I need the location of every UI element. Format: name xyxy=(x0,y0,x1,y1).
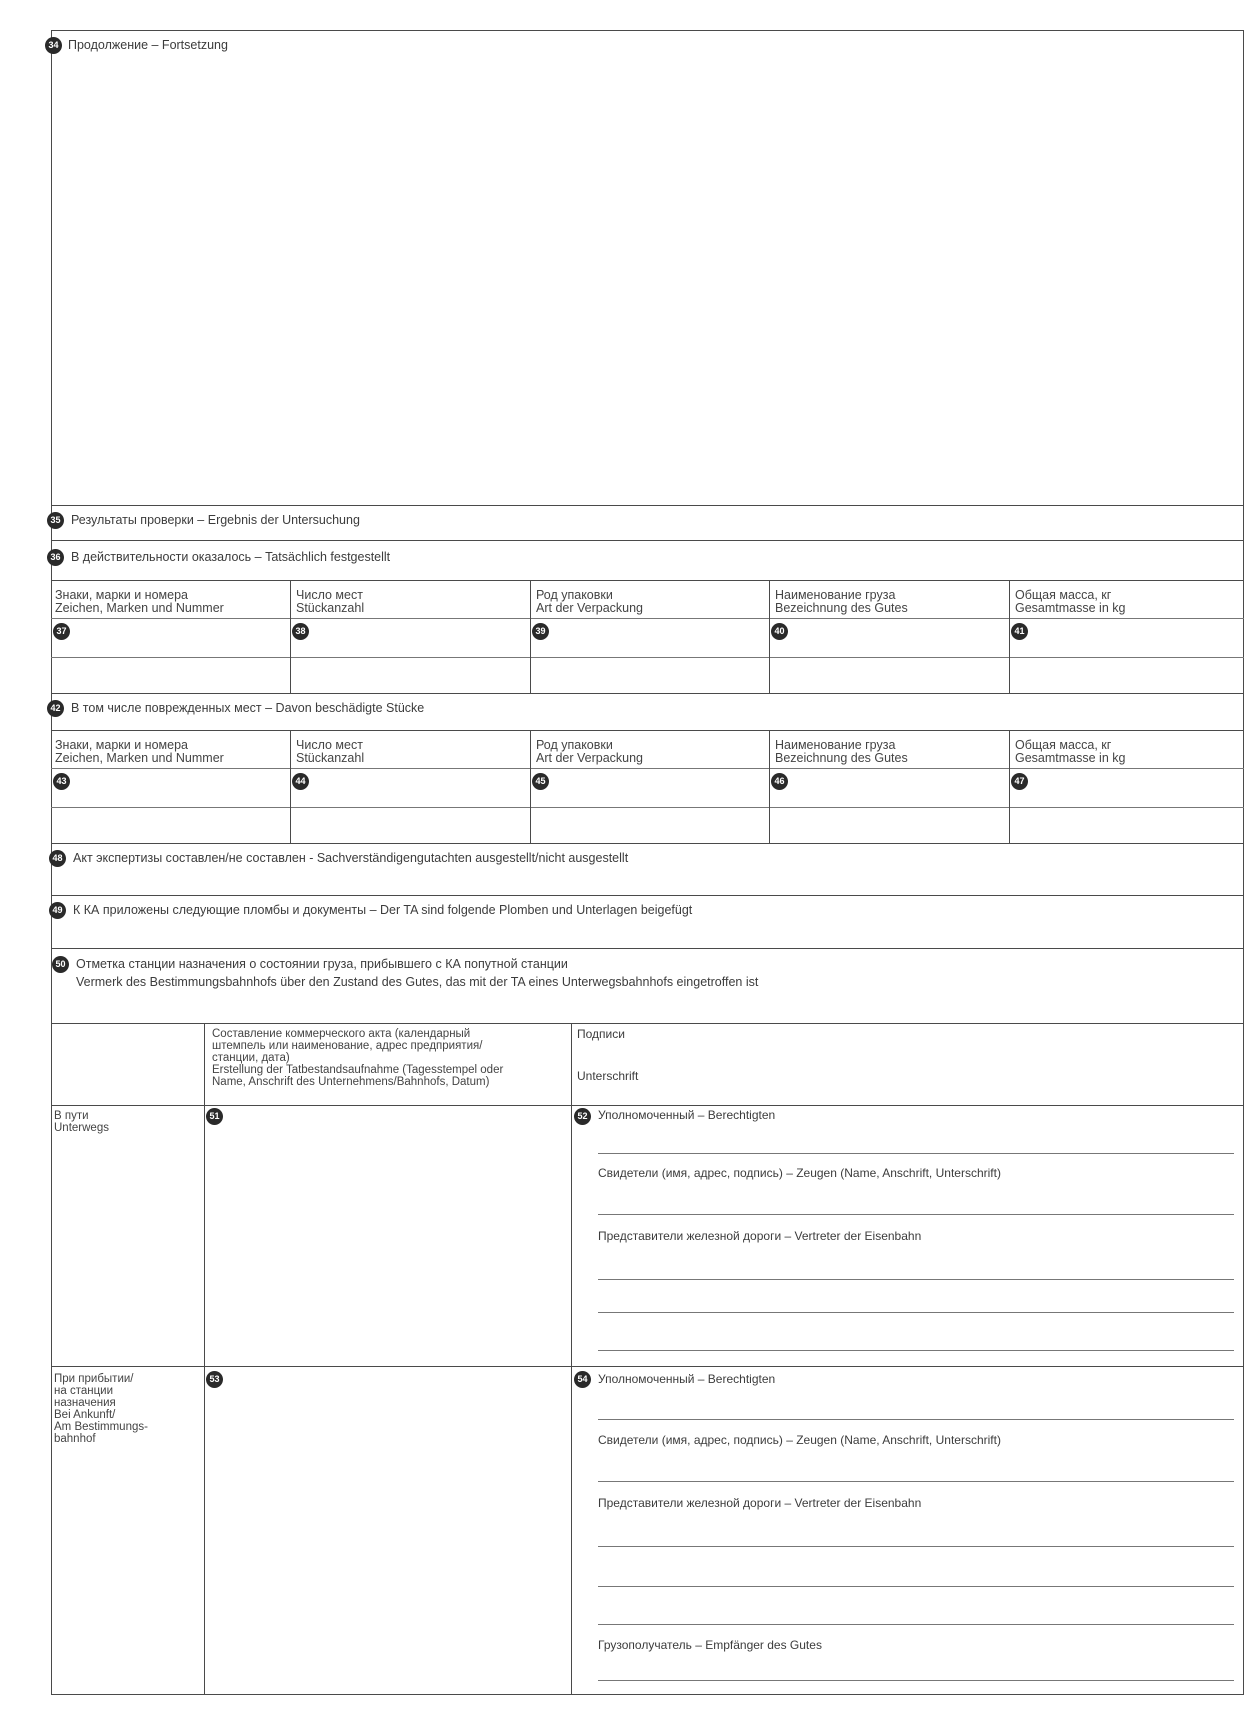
column-header-marks: Знаки, марки и номера Zeichen, Marken und Nummer xyxy=(55,738,224,765)
field-number-45: 45 xyxy=(532,773,549,790)
column-header-pieces: Число мест Stückanzahl xyxy=(296,738,365,765)
consignee-label: Грузополучатель – Empfänger des Gutes xyxy=(598,1638,822,1652)
signatures-header-de: Unterschrift xyxy=(577,1069,639,1083)
signatures-header-ru: Подписи xyxy=(577,1027,625,1041)
signature-line xyxy=(598,1214,1234,1215)
field-number-40: 40 xyxy=(771,623,788,640)
signature-line xyxy=(598,1153,1234,1154)
field-number-44: 44 xyxy=(292,773,309,790)
signature-line xyxy=(598,1312,1234,1313)
field-number-49: 49 xyxy=(49,902,66,919)
column-header-mass: Общая масса, кг Gesamtmasse in kg xyxy=(1015,588,1126,615)
railway-reps-label: Представители железной дороги – Vertreter der Eisenbahn xyxy=(598,1229,922,1243)
witnesses-label: Свидетели (имя, адрес, подпись) – Zeugen (Name, Anschrift, Unterschrift) xyxy=(598,1166,1001,1180)
column-header-goods: Наименование груза Bezeichnung des Gutes xyxy=(775,738,908,765)
divider xyxy=(571,1023,572,1695)
signature-line xyxy=(598,1680,1234,1681)
signature-line xyxy=(598,1481,1234,1482)
column-header-pieces: Число мест Stückanzahl xyxy=(296,588,365,615)
field-number-46: 46 xyxy=(771,773,788,790)
divider xyxy=(204,1023,205,1695)
signature-line xyxy=(598,1546,1234,1547)
divider xyxy=(51,948,1244,949)
divider xyxy=(530,580,531,693)
section-50-label-de: Vermerk des Bestimmungsbahnhofs über den Zustand des Gutes, das mit der TA eines Unterwegsbahnhofs eingetroffen ist xyxy=(76,975,759,989)
signature-line xyxy=(598,1350,1234,1351)
divider xyxy=(290,730,291,843)
field-number-39: 39 xyxy=(532,623,549,640)
act-creation-header: Составление коммерческого акта (календарный штемпель или наименование, адрес предприятия/ станции, дата) Erstellung der Tatbestandsaufnahme (Tagesstempel oder Name, Anschrift des Unternehmens/Bahnhofs, Datum) xyxy=(212,1028,504,1088)
divider xyxy=(51,1023,1244,1024)
railway-reps-label: Представители железной дороги – Vertreter der Eisenbahn xyxy=(598,1496,922,1510)
divider xyxy=(51,580,1244,581)
field-number-51: 51 xyxy=(206,1108,223,1125)
divider xyxy=(51,1105,1244,1106)
column-header-marks: Знаки, марки и номера Zeichen, Marken und Nummer xyxy=(55,588,224,615)
divider xyxy=(51,895,1244,896)
field-number-38: 38 xyxy=(292,623,309,640)
signature-line xyxy=(598,1419,1234,1420)
divider xyxy=(51,618,1244,619)
divider xyxy=(51,807,1244,808)
divider xyxy=(51,843,1244,844)
signature-line xyxy=(598,1624,1234,1625)
divider xyxy=(51,657,1244,658)
section-42-label: В том числе поврежденных мест – Davon beschädigte Stücke xyxy=(71,701,425,715)
field-number-52: 52 xyxy=(574,1108,591,1125)
field-number-54: 54 xyxy=(574,1371,591,1388)
divider xyxy=(51,768,1244,769)
authorized-label: Уполномоченный – Berechtigten xyxy=(598,1372,776,1386)
divider xyxy=(1009,580,1010,693)
section-35-label: Результаты проверки – Ergebnis der Untersuchung xyxy=(71,513,360,527)
divider xyxy=(51,540,1244,541)
signature-line xyxy=(598,1586,1234,1587)
field-number-34: 34 xyxy=(45,37,62,54)
on-arrival-label: При прибытии/ на станции назначения Bei Ankunft/ Am Bestimmungs- bahnhof xyxy=(54,1373,148,1445)
column-header-packaging: Род упаковки Art der Verpackung xyxy=(536,588,644,615)
column-header-packaging: Род упаковки Art der Verpackung xyxy=(536,738,644,765)
section-34-label: Продолжение – Fortsetzung xyxy=(68,38,228,52)
field-number-50: 50 xyxy=(52,956,69,973)
en-route-label: В пути Unterwegs xyxy=(54,1110,109,1134)
column-header-mass: Общая масса, кг Gesamtmasse in kg xyxy=(1015,738,1126,765)
field-number-42: 42 xyxy=(47,700,64,717)
divider xyxy=(769,730,770,843)
field-number-47: 47 xyxy=(1011,773,1028,790)
field-number-53: 53 xyxy=(206,1371,223,1388)
field-number-35: 35 xyxy=(47,512,64,529)
divider xyxy=(530,730,531,843)
divider xyxy=(1009,730,1010,843)
divider xyxy=(51,1366,1244,1367)
column-header-goods: Наименование груза Bezeichnung des Gutes xyxy=(775,588,908,615)
divider xyxy=(51,693,1244,694)
signature-line xyxy=(598,1279,1234,1280)
section-48-label: Акт экспертизы составлен/не составлен - Sachverständigengutachten ausgestellt/nicht ausgestellt xyxy=(73,851,629,865)
section-49-label: К КА приложены следующие пломбы и документы – Der TA sind folgende Plomben und Unterlagen beigefügt xyxy=(73,903,693,917)
witnesses-label: Свидетели (имя, адрес, подпись) – Zeugen (Name, Anschrift, Unterschrift) xyxy=(598,1433,1001,1447)
field-number-48: 48 xyxy=(49,850,66,867)
field-number-43: 43 xyxy=(53,773,70,790)
section-36-label: В действительности оказалось – Tatsächlich festgestellt xyxy=(71,550,391,564)
field-number-37: 37 xyxy=(53,623,70,640)
authorized-label: Уполномоченный – Berechtigten xyxy=(598,1108,776,1122)
field-number-41: 41 xyxy=(1011,623,1028,640)
divider xyxy=(290,580,291,693)
section-50-label-ru: Отметка станции назначения о состоянии груза, прибывшего с КА попутной станции xyxy=(76,957,568,971)
field-number-36: 36 xyxy=(47,549,64,566)
divider xyxy=(51,505,1244,506)
divider xyxy=(51,730,1244,731)
divider xyxy=(769,580,770,693)
